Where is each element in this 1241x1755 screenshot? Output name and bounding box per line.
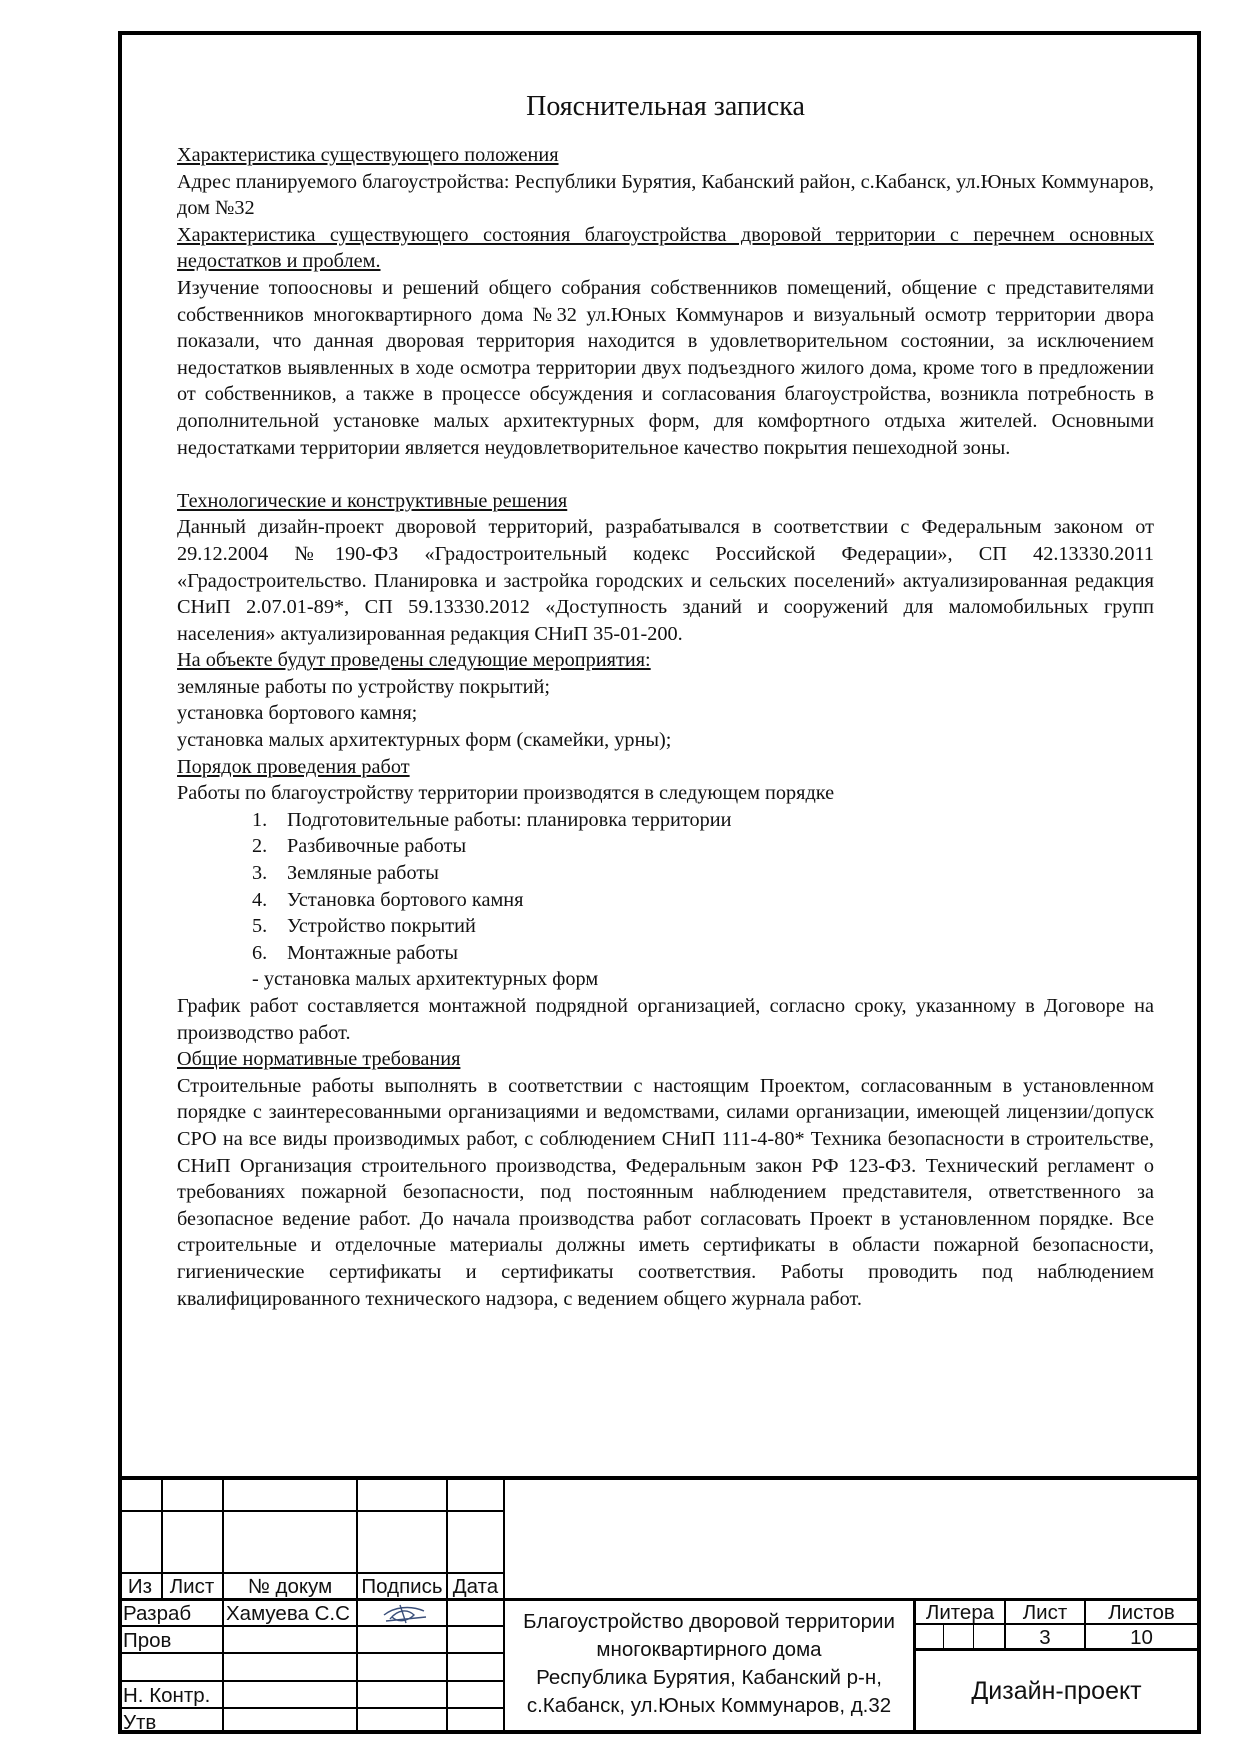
list-item: 6. Монтажные работы <box>252 941 459 964</box>
grid-line <box>222 1480 224 1734</box>
grid-line <box>446 1480 448 1734</box>
role-prov: Пров <box>123 1629 172 1652</box>
sheets-label: Листов <box>1108 1601 1175 1624</box>
schedule-text: График работ составляется монтажной подрядной организацией, согласно сроку, указанному в Договоре на производство работ. <box>177 995 1154 1044</box>
sheets-total: 10 <box>1130 1626 1153 1649</box>
heading-order: Порядок проведения работ <box>177 755 410 778</box>
heading-measures: На объекте будут проведены следующие мероприятия: <box>177 649 651 672</box>
project-title: Благоустройство дворовой территории многоквартирного дома Республика Бурятия, Кабанский р-н, с.Кабанск, ул.Юных Коммунаров, д.32 <box>523 1610 895 1717</box>
razrab-name: Хамуева С.С <box>226 1602 350 1625</box>
list-item: 3. Земляные работы <box>252 862 439 885</box>
heading-tech: Технологические и конструктивные решения <box>177 489 568 512</box>
list-item: 4. Установка бортового камня <box>252 888 524 911</box>
sheet-number: 3 <box>1039 1626 1051 1649</box>
col-header-sign: Подпись <box>361 1575 443 1598</box>
col-header-doc: № докум <box>247 1575 333 1598</box>
heading-norms: Общие нормативные требования <box>177 1048 461 1071</box>
steps-list <box>177 807 1154 967</box>
list-item: 5. Устройство покрытий <box>252 915 476 938</box>
heading-existing: Характеристика существующего положения <box>177 144 559 166</box>
role-nkontr: Н. Контр. <box>123 1684 211 1707</box>
heading-state: Характеристика существующего состояния благоустройства дворовой территории с перечнем основных недостатков и проблем. <box>177 223 1154 273</box>
litera-label: Литера <box>925 1601 995 1624</box>
grid-line <box>118 1680 505 1682</box>
col-header-date: Дата <box>452 1575 499 1598</box>
state-text: Изучение топоосновы и решений общего собрания собственников помещений, общение с представителями собственников многоквартирного дома №32 ул.Юных Коммунаров и визуальный осмотр территории двора показали, что данная дворовая территория находится в удовлетворительном состоянии, за исключением недостатков выявленных в ходе осмотра территории двух подъездного жилого дома, кроме того в предложении от собственников, а также в процессе обсуждения и согласования благоустройства, возникла потребность в дополнительной установке малых архитектурных форм, для комфортного отдыха жителей. Основными недостатками территории является неудовлетворительное качество покрытия пешеходной зоны. <box>177 276 1154 459</box>
list-item: 1. Подготовительные работы: планировка территории <box>252 808 732 831</box>
role-razrab: Разраб <box>123 1602 192 1625</box>
measure-item: установка бортового камня; <box>177 702 418 725</box>
order-intro: Работы по благоустройству территории производятся в следующем порядке <box>177 782 835 805</box>
col-header-list: Лист <box>169 1575 215 1598</box>
spacer <box>177 461 1154 488</box>
address-text: Адрес планируемого благоустройства: Республики Бурятия, Кабанский район, с.Кабанск, ул.Юных Коммунаров, дом №32 <box>177 170 1154 220</box>
doc-type: Дизайн-проект <box>971 1677 1142 1705</box>
grid-line <box>943 1624 944 1649</box>
role-utv: Утв <box>123 1711 157 1734</box>
grid-line <box>118 1652 505 1654</box>
grid-line <box>118 1572 505 1574</box>
measure-item: земляные работы по устройству покрытий; <box>177 675 550 698</box>
grid-line <box>118 1510 505 1512</box>
col-header-iz: Из <box>127 1575 153 1598</box>
norms-text: Строительные работы выполнять в соответствии с настоящим Проектом, согласованным в установленном порядке с заинтересованными организациями и ведомствами, силами организации, имеющей лицензии/допуск СРО на все виды производимых работ, с соблюдением СНиП 111-4-80* Техника безопасности в строительстве, СНиП Организация строительного производства, Федеральным закон РФ 123-ФЗ. Технический регламент о требованиях пожарной безопасности, под постоянным наблюдением представителя, ответственного за безопасное ведение работ. До начала производства работ согласовать Проект в установленном порядке. Все строительные и отделочные материалы должны иметь сертификаты в области пожарной безопасности, гигиенические сертификаты и сертификаты соответствия. Работы проводить под наблюдением квалифицированного технического надзора, с ведением общего журнала работ. <box>177 1074 1154 1310</box>
grid-line <box>356 1480 358 1734</box>
grid-line <box>973 1624 974 1649</box>
page-title: Пояснительная записка <box>526 91 805 122</box>
explanatory-note <box>177 90 1154 1312</box>
sheet-label: Лист <box>1022 1601 1068 1624</box>
measure-item: установка малых архитектурных форм (скамейки, урны); <box>177 729 672 752</box>
list-item: 2. Разбивочные работы <box>252 835 467 858</box>
substep: - установка малых архитектурных форм <box>252 968 599 991</box>
tech-text: Данный дизайн-проект дворовой территорий, разрабатывался в соответствии с Федеральным законом от 29.12.2004 №190-ФЗ «Градостроительный кодекс Российской Федерации», СП 42.13330.2011 «Градостроительство. Планировка и застройка городских и сельских поселений» актуализированная редакция СНиП 2.07.01-89*, СП 59.13330.2012 «Доступность зданий и сооружений для маломобильных групп населения» актуализированная редакция СНиП 35-01-200. <box>177 516 1154 645</box>
signature-image <box>380 1601 430 1627</box>
title-block <box>118 1476 1201 1734</box>
